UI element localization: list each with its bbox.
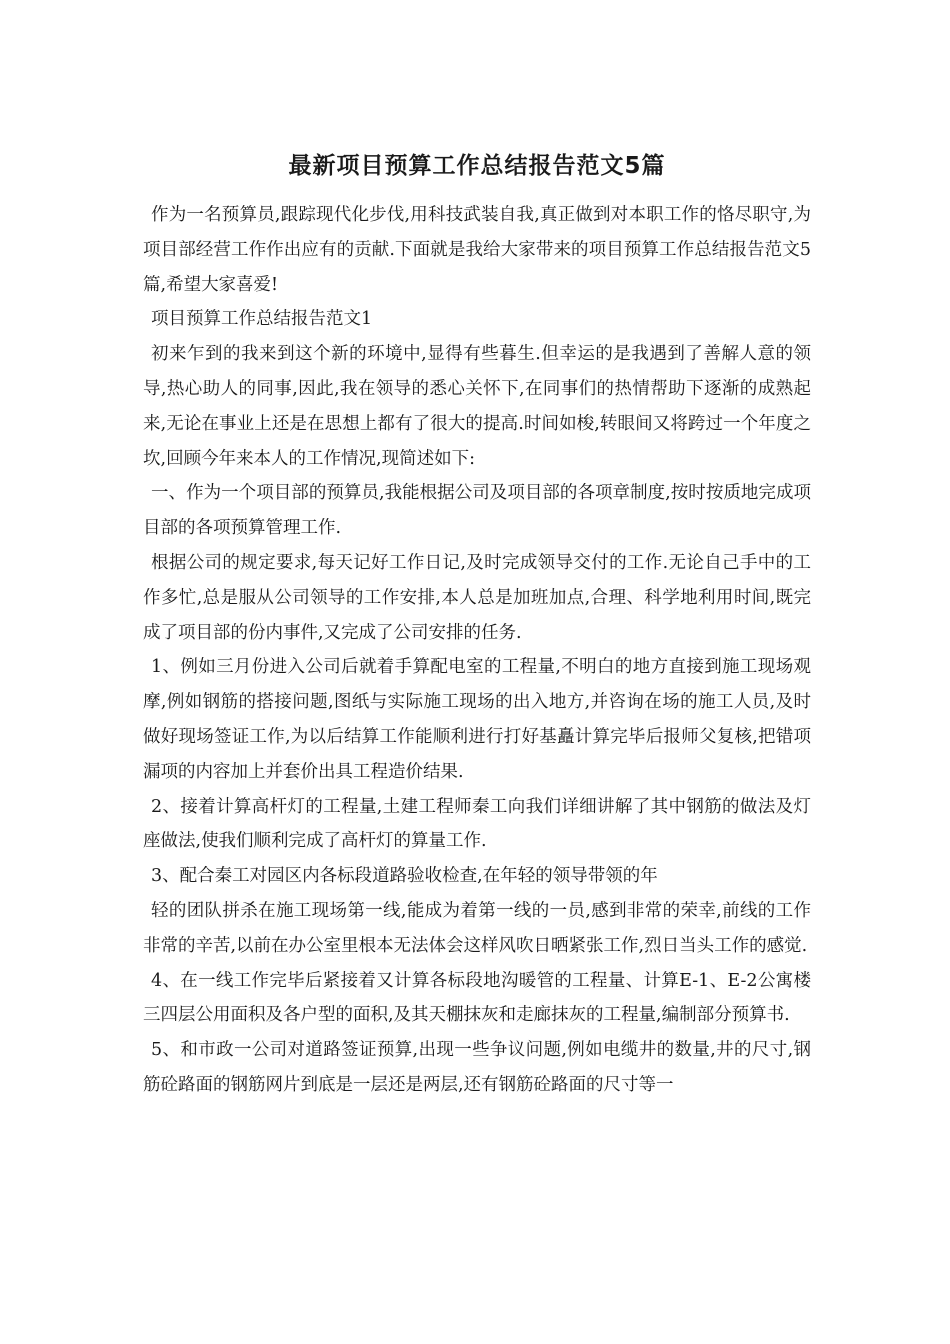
paragraph-item-5: 5、和市政一公司对道路签证预算,出现一些争议问题,例如电缆井的数量,井的尺寸,钢筋砼路面的钢筋网片到底是一层还是两层,还有钢筋砼路面的尺寸等一 [143, 1040, 811, 1095]
document-title: 最新项目预算工作总结报告范文5篇 [288, 153, 666, 179]
paragraph-daily-work: 根据公司的规定要求,每天记好工作日记,及时完成领导交付的工作.无论自己手中的工作多忙,总是服从公司领导的工作安排,本人总是加班加点,合理、科学地利用时间,既完成了项目部的份内事件,又完成了公司安排的任务. [143, 552, 811, 643]
paragraph-opening: 初来乍到的我来到这个新的环境中,显得有些暮生.但幸运的是我遇到了善解人意的领导,热心助人的同事,因此,我在领导的悉心关怀下,在同事们的热情帮助下逐渐的成熟起来,无论在事业上还是在思想上都有了很大的提高.时间如梭,转眼间又将跨过一个年度之坎,回顾今年来本人的工作情况,现简述如下: [143, 344, 811, 469]
paragraph-item-2: 2、接着计算高杆灯的工程量,土建工程师秦工向我们详细讲解了其中钢筋的做法及灯座做法,使我们顺利完成了高杆灯的算量工作. [143, 796, 811, 852]
paragraph-intro: 作为一名预算员,跟踪现代化步伐,用科技武装自我,真正做到对本职工作的恪尽职守,为项目部经营工作作出应有的贡献.下面就是我给大家带来的项目预算工作总结报告范文5篇,希望大家喜爱! [143, 205, 811, 295]
paragraph-item-3-continued: 轻的团队拼杀在施工现场第一线,能成为着第一线的一员,感到非常的荣幸,前线的工作非常的辛苦,以前在办公室里根本无法体会这样风吹日晒紧张工作,烈日当头工作的感觉. [143, 900, 811, 956]
document-page [143, 148, 811, 1103]
paragraph-item-1: 1、例如三月份进入公司后就着手算配电室的工程量,不明白的地方直接到施工现场观摩,例如钢筋的搭接问题,图纸与实际施工现场的出入地方,并咨询在场的施工人员,及时做好现场签证工作,为以后结算工作能顺利进行打好基矗计算完毕后报师父复核,把错项漏项的内容加上并套价出具工程造价结果. [143, 657, 811, 782]
paragraph-point-one: 一、作为一个项目部的预算员,我能根据公司及项目部的各项章制度,按时按质地完成项目部的各项预算管理工作. [143, 483, 811, 539]
paragraph-item-4: 4、在一线工作完毕后紧接着又计算各标段地沟暖管的工程量、计算E-1、E-2公寓楼三四层公用面积及各户型的面积,及其天棚抹灰和走廊抹灰的工程量,编制部分预算书. [143, 970, 811, 1026]
paragraph-item-3: 3、配合秦工对园区内各标段道路验收检查,在年轻的领导带领的年 [151, 866, 658, 887]
paragraph-section-heading: 项目预算工作总结报告范文1 [151, 309, 373, 330]
